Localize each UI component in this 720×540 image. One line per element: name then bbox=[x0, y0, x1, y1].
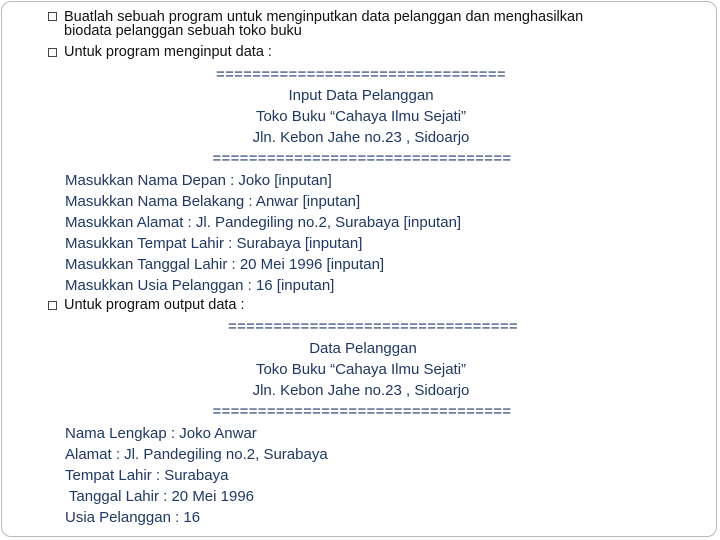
bullet-text-line: Buatlah sebuah program untuk menginputkan data pelanggan dan menghasilkan bbox=[64, 9, 584, 25]
input-line: Masukkan Alamat : Jl. Pandegiling no.2, Surabaya [inputan] bbox=[65, 214, 462, 231]
bullet-text: Untuk program menginput data : bbox=[64, 44, 272, 60]
output-line: Tempat Lahir : Surabaya bbox=[65, 467, 229, 484]
separator-line: ================================= bbox=[212, 150, 512, 167]
input-line: Masukkan Usia Pelanggan : 16 [inputan] bbox=[65, 277, 335, 294]
separator-line: ================================= bbox=[212, 403, 512, 420]
bullet-text-line: biodata pelanggan sebuah toko buku bbox=[64, 23, 302, 39]
input-line: Masukkan Tanggal Lahir : 20 Mei 1996 [inputan] bbox=[65, 256, 385, 273]
store-name: Toko Buku “Cahaya Ilmu Sejati” bbox=[255, 361, 467, 378]
bullet-square-icon bbox=[48, 12, 57, 21]
separator-line: ================================ bbox=[216, 66, 506, 83]
separator-line: ================================ bbox=[228, 318, 518, 335]
output-line: Usia Pelanggan : 16 bbox=[65, 509, 201, 526]
section-title: Data Pelanggan bbox=[309, 340, 417, 357]
input-line: Masukkan Nama Belakang : Anwar [inputan] bbox=[65, 193, 361, 210]
input-line: Masukkan Tempat Lahir : Surabaya [inputan] bbox=[65, 235, 363, 252]
store-address: Jln. Kebon Jahe no.23 , Sidoarjo bbox=[252, 129, 470, 146]
output-line: Nama Lengkap : Joko Anwar bbox=[65, 425, 257, 442]
output-line: Tanggal Lahir : 20 Mei 1996 bbox=[65, 488, 255, 505]
store-address: Jln. Kebon Jahe no.23 , Sidoarjo bbox=[252, 382, 470, 399]
input-line: Masukkan Nama Depan : Joko [inputan] bbox=[65, 172, 332, 189]
output-line: Alamat : Jl. Pandegiling no.2, Surabaya bbox=[65, 446, 328, 463]
bullet-square-icon bbox=[48, 48, 57, 57]
bullet-text: Untuk program output data : bbox=[64, 297, 245, 313]
bullet-square-icon bbox=[48, 301, 57, 310]
section-title: Input Data Pelanggan bbox=[288, 87, 434, 104]
store-name: Toko Buku “Cahaya Ilmu Sejati” bbox=[255, 108, 467, 125]
